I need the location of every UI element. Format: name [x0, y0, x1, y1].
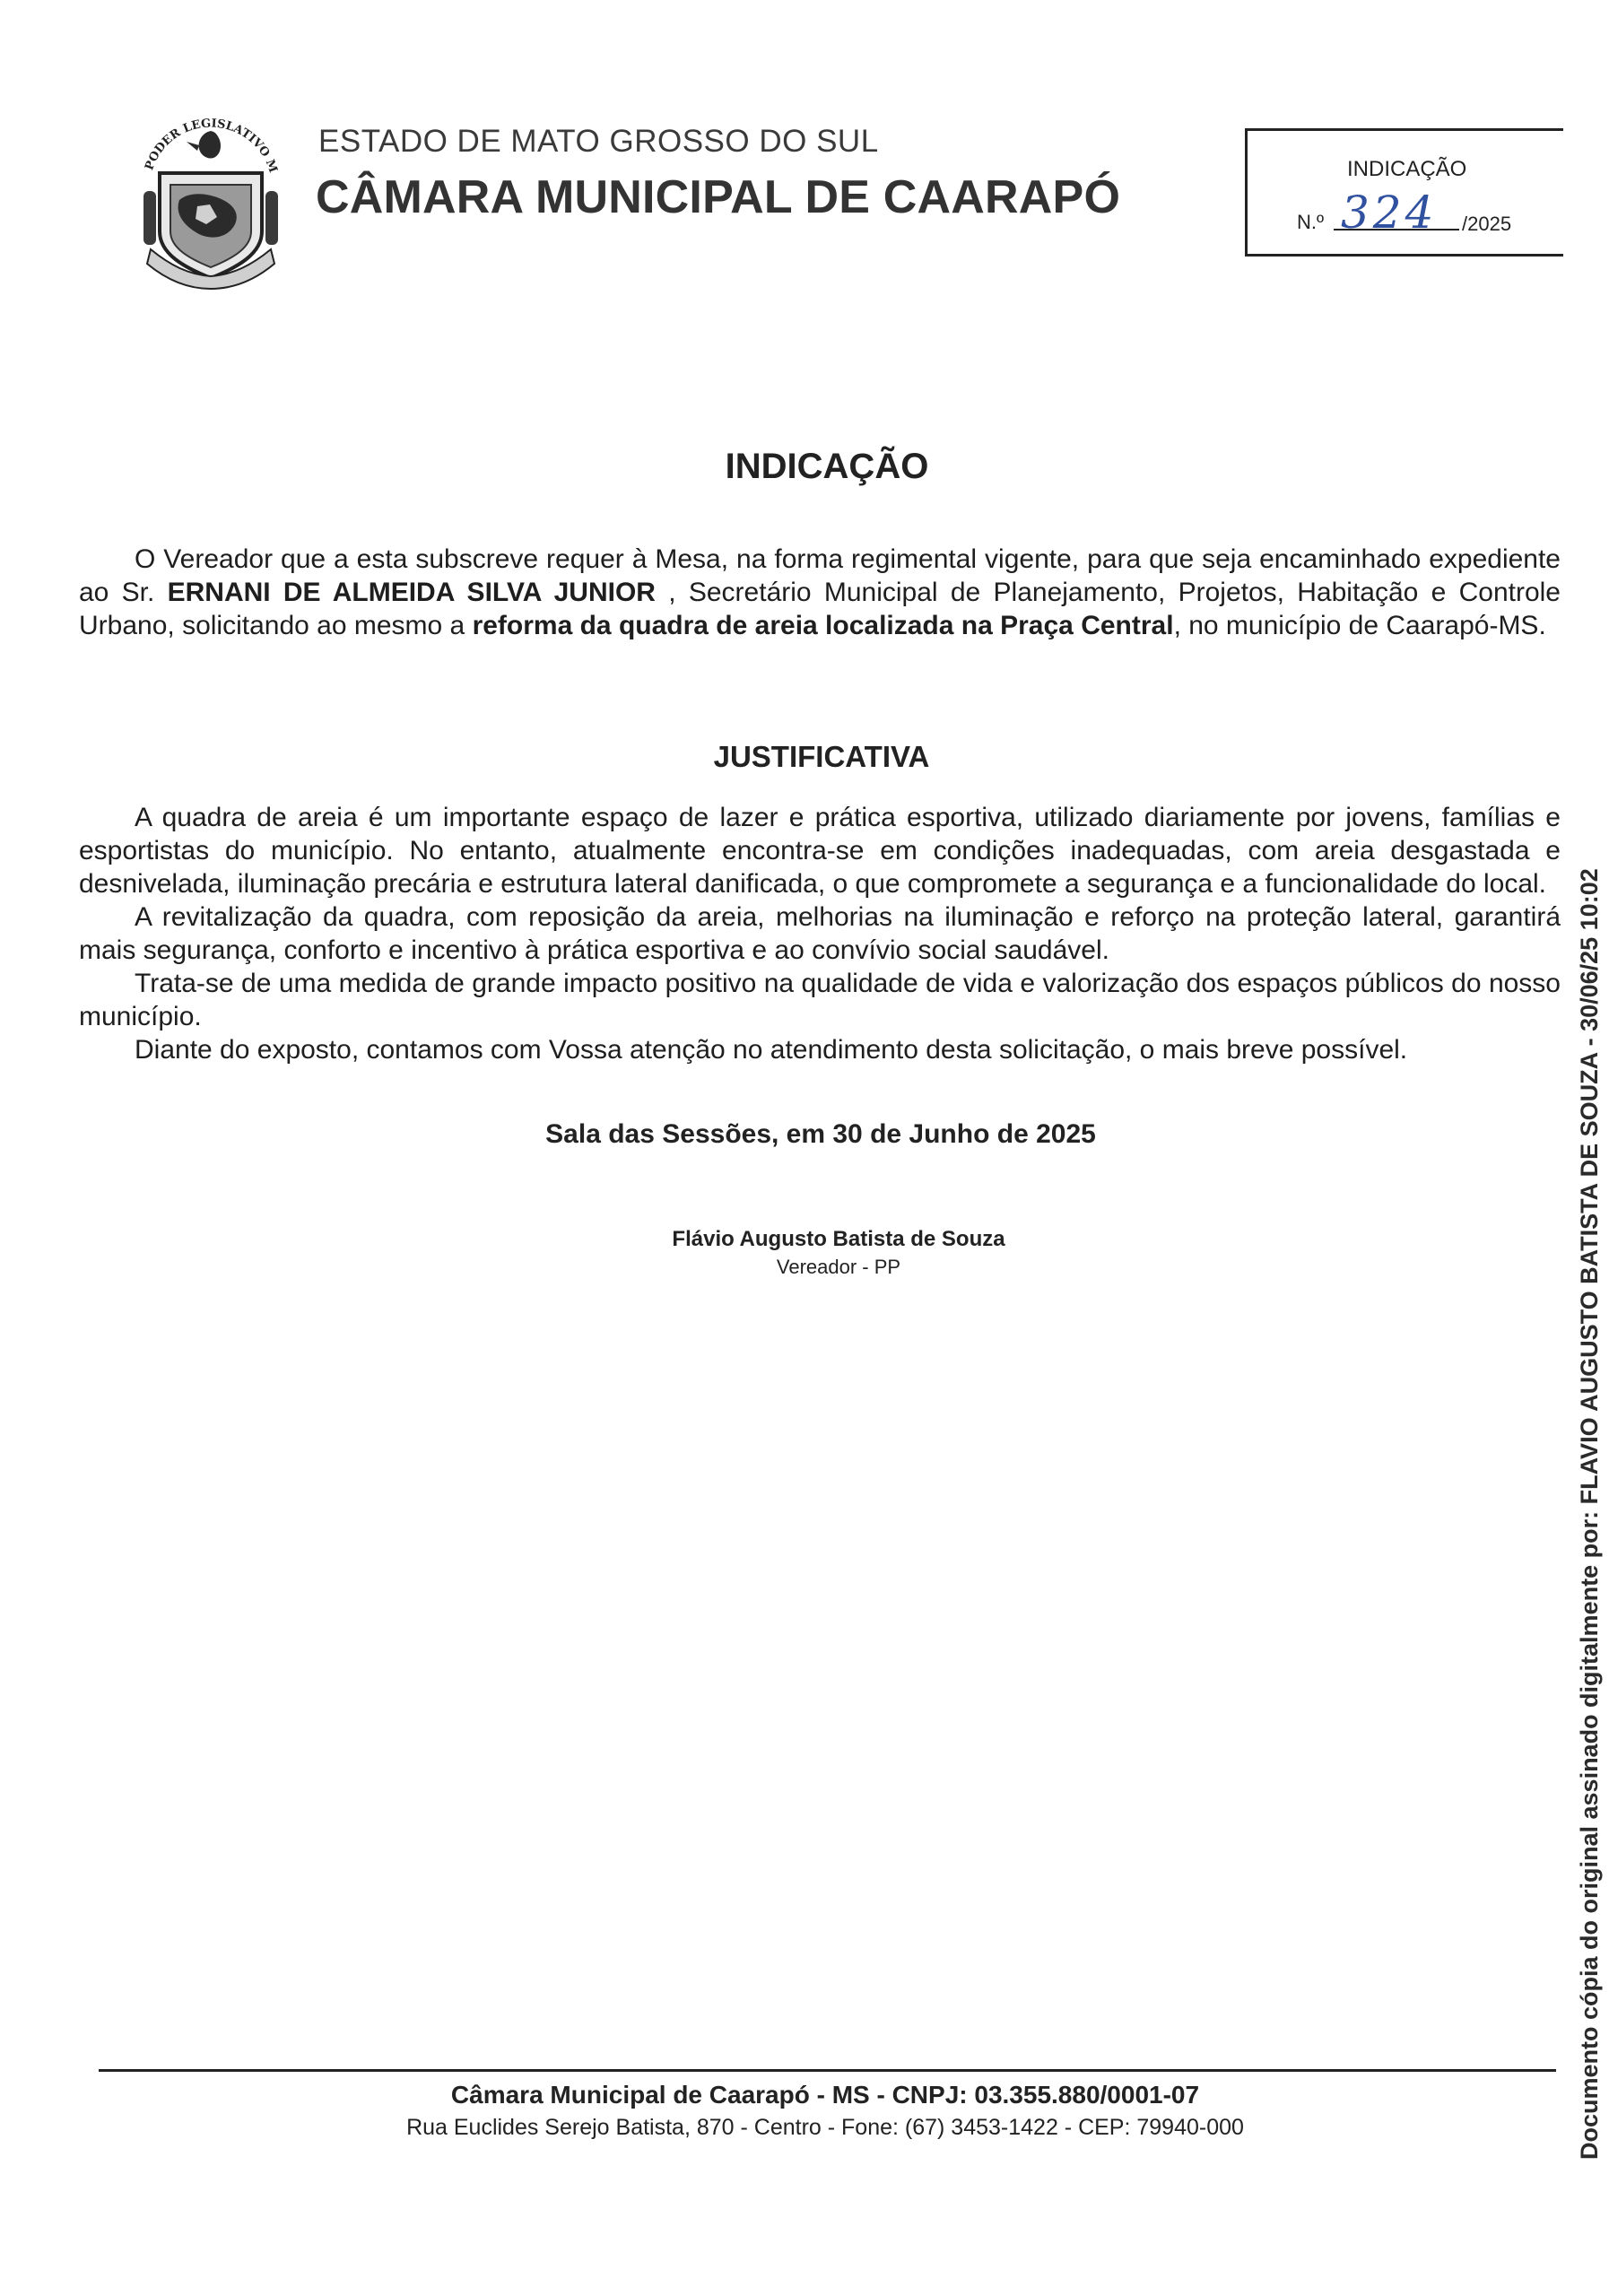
svg-text:PODER LEGISLATIVO MUNICIPAL: PODER LEGISLATIVO M	[143, 117, 280, 175]
signer-name: Flávio Augusto Batista de Souza	[672, 1227, 1005, 1251]
footer-address: Rua Euclides Serejo Batista, 870 - Centro - Fone: (67) 3453-1422 - CEP: 79940-000	[406, 2115, 1244, 2140]
footer-divider	[99, 2069, 1556, 2072]
place-and-date: Sala das Sessões, em 30 de Junho de 2025	[545, 1119, 1096, 1149]
document-title: INDICAÇÃO	[725, 447, 929, 486]
intro-paragraph	[79, 543, 1561, 642]
indication-year: /2025	[1462, 213, 1512, 235]
justification-paragraph: A revitalização da quadra, com reposição da areia, melhorias na iluminação e reforço na proteção lateral, garantirá mais segurança, conforto e incentivo à prática esportiva e ao convívio social saudável.	[79, 902, 1561, 965]
indication-number-prefix: N.º	[1297, 211, 1325, 233]
justification-paragraph: Diante do exposto, contamos com Vossa atenção no atendimento desta solicitação, o mais breve possível.	[135, 1035, 1408, 1065]
request-text: reforma da quadra de areia localizada na Praça Central	[472, 611, 1174, 640]
signature-stamp-signer: FLAVIO AUGUSTO BATISTA DE SOUZA - 30/06/25 10:02	[1576, 868, 1603, 1505]
justification-body	[79, 801, 1561, 1066]
recipient-name: ERNANI DE ALMEIDA SILVA JUNIOR	[167, 578, 656, 607]
justification-paragraph: Trata-se de uma medida de grande impacto positivo na qualidade de vida e valorização dos espaços públicos do nosso município.	[79, 969, 1561, 1031]
crest-seal-icon	[135, 106, 287, 294]
chamber-name: CÂMARA MUNICIPAL DE CAARAPÓ	[316, 171, 1121, 223]
municipal-crest-logo	[135, 106, 287, 294]
signer-role: Vereador - PP	[776, 1256, 901, 1278]
intro-text-2: , Secretário Municipal de Planejamento, Projetos, Habitação e Controle Urbano, solicitando ao mesmo a	[79, 578, 1561, 640]
signature-stamp-prefix: Documento cópia do original assinado digitalmente por:	[1576, 1504, 1603, 2160]
justification-paragraph: A quadra de areia é um importante espaço de lazer e prática esportiva, utilizado diariamente por jovens, famílias e esportistas do município. No entanto, atualmente encontra-se em condições inadequadas, com areia desgastada e desnivelada, iluminação precária e estrutura lateral danificada, o que compromete a segurança e a funcionalidade do local.	[79, 803, 1561, 899]
indication-box-label: INDICAÇÃO	[1347, 157, 1467, 181]
intro-text-1: O Vereador que a esta subscreve requer à Mesa, na forma regimental vigente, para que seja encaminhado expediente ao Sr.	[79, 544, 1561, 607]
footer-institution: Câmara Municipal de Caarapó - MS - CNPJ: 03.355.880/0001-07	[450, 2081, 1200, 2109]
indication-number-handwritten: 324	[1341, 187, 1438, 239]
justification-title: JUSTIFICATIVA	[713, 740, 930, 773]
digital-signature-stamp	[1558, 778, 1603, 2160]
intro-text-3: , no município de Caarapó-MS.	[1173, 611, 1546, 640]
state-name: ESTADO DE MATO GROSSO DO SUL	[318, 124, 879, 159]
